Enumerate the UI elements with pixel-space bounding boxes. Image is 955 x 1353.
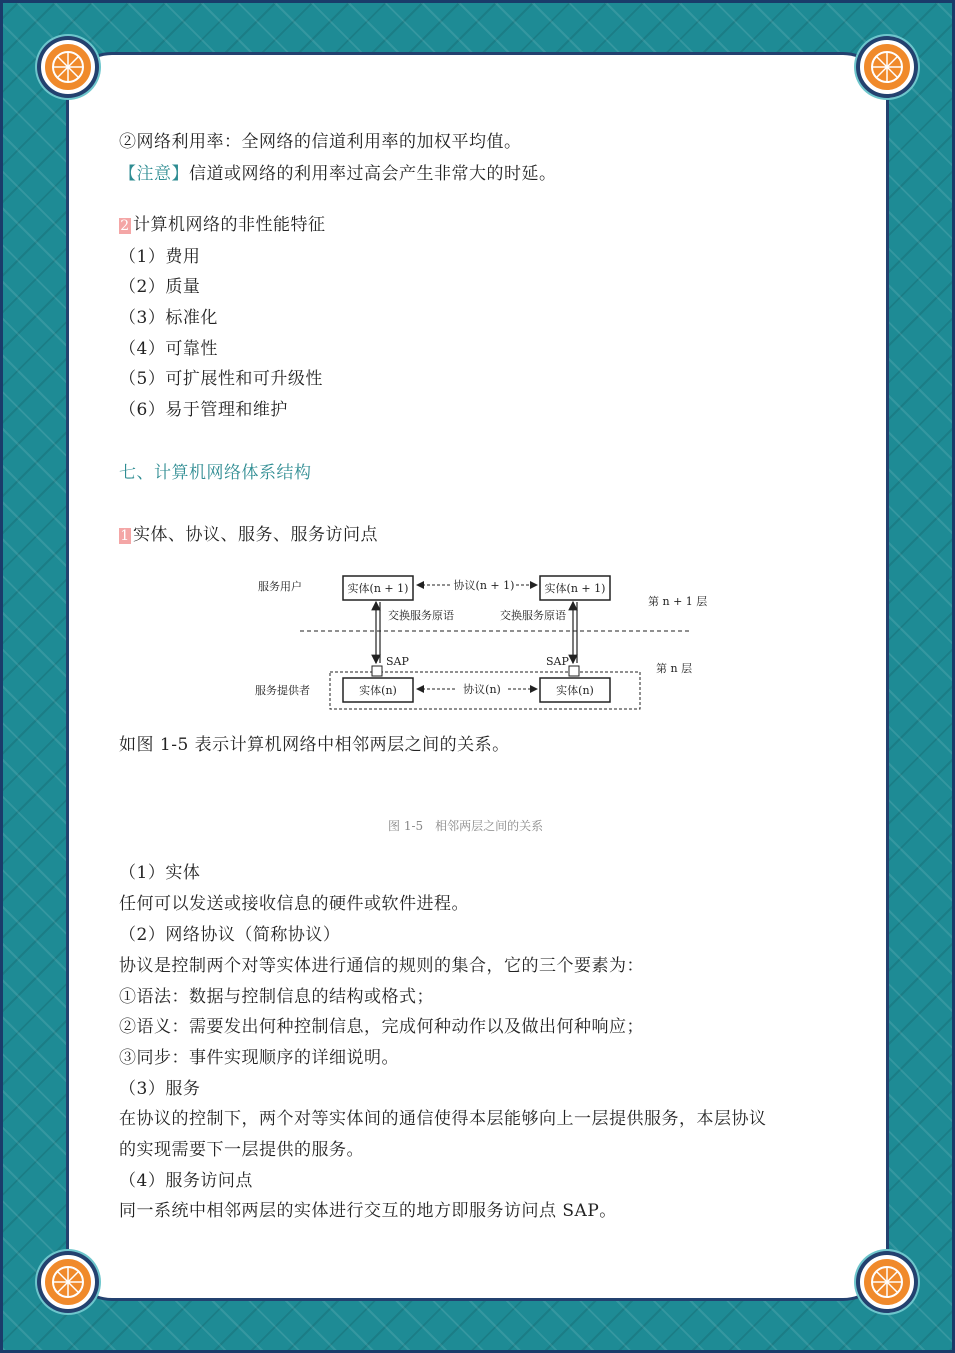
list-item: （2）质量 [119,277,201,297]
note-text: 信道或网络的利用率过高会产生非常大的时延。 [189,164,557,184]
protocol-label: 协议(n + 1) [453,579,515,592]
protocol-label: 协议(n) [463,683,501,696]
paragraph: 在协议的控制下，两个对等实体间的通信使得本层能够向上一层提供服务，本层协议 [119,1109,767,1129]
subsection-heading: （4）服务访问点 [119,1171,253,1191]
chapter-heading: 七、计算机网络体系结构 [119,463,312,483]
list-item: ①语法：数据与控制信息的结构或格式； [119,987,434,1007]
paragraph: 协议是控制两个对等实体进行通信的规则的集合，它的三个要素为： [119,956,644,976]
list-item: ②语义：需要发出何种控制信息，完成何种动作以及做出何种响应； [119,1017,644,1037]
note-tag: 【注意】 [119,164,189,184]
list-item: （1）费用 [119,247,201,267]
service-provider-label: 服务提供者 [255,684,310,697]
service-user-label: 服务用户 [258,580,302,593]
paragraph: 的实现需要下一层提供的服务。 [119,1140,364,1160]
primitive-label: 交换服务原语 [500,609,566,622]
list-item: ③同步：事件实现顺序的详细说明。 [119,1048,399,1068]
paragraph: 任何可以发送或接收信息的硬件或软件进程。 [119,894,469,914]
list-item: （5）可扩展性和可升级性 [119,369,323,389]
subsection-heading: （1）实体 [119,863,201,883]
layer-n1-label: 第 n + 1 层 [648,595,708,608]
sap-label: SAP [546,655,569,668]
figure-intro: 如图 1-5 表示计算机网络中相邻两层之间的关系。 [119,735,510,755]
network-utilization-line: ②网络利用率：全网络的信道利用率的加权平均值。 [119,132,522,152]
sap-label: SAP [386,655,409,668]
list-item: （6）易于管理和维护 [119,400,288,420]
section-heading [119,520,378,545]
section-marker: 1 [120,528,130,544]
primitive-label: 交换服务原语 [388,609,454,622]
layer-n-label: 第 n 层 [656,662,693,675]
figure-caption: 图 1-5 相邻两层之间的关系 [388,819,544,833]
section-title: 实体、协议、服务、服务访问点 [133,525,378,545]
entity-label: 实体(n) [556,684,594,697]
subsection-heading: （3）服务 [119,1079,201,1099]
entity-label: 实体(n + 1) [544,582,606,595]
list-item: （3）标准化 [119,308,218,328]
list-item: （4）可靠性 [119,339,218,359]
section-title: 计算机网络的非性能特征 [133,215,326,235]
sap-square [569,666,579,676]
sap-square [372,666,382,676]
paragraph: 同一系统中相邻两层的实体进行交互的地方即服务访问点 SAP。 [119,1201,617,1221]
subsection-heading: （2）网络协议（简称协议） [119,925,341,945]
entity-label: 实体(n) [359,684,397,697]
section-heading [119,210,326,235]
section-marker: 2 [120,218,130,234]
note-line [119,159,557,184]
layer-relationship-diagram [250,568,710,718]
entity-label: 实体(n + 1) [347,582,409,595]
